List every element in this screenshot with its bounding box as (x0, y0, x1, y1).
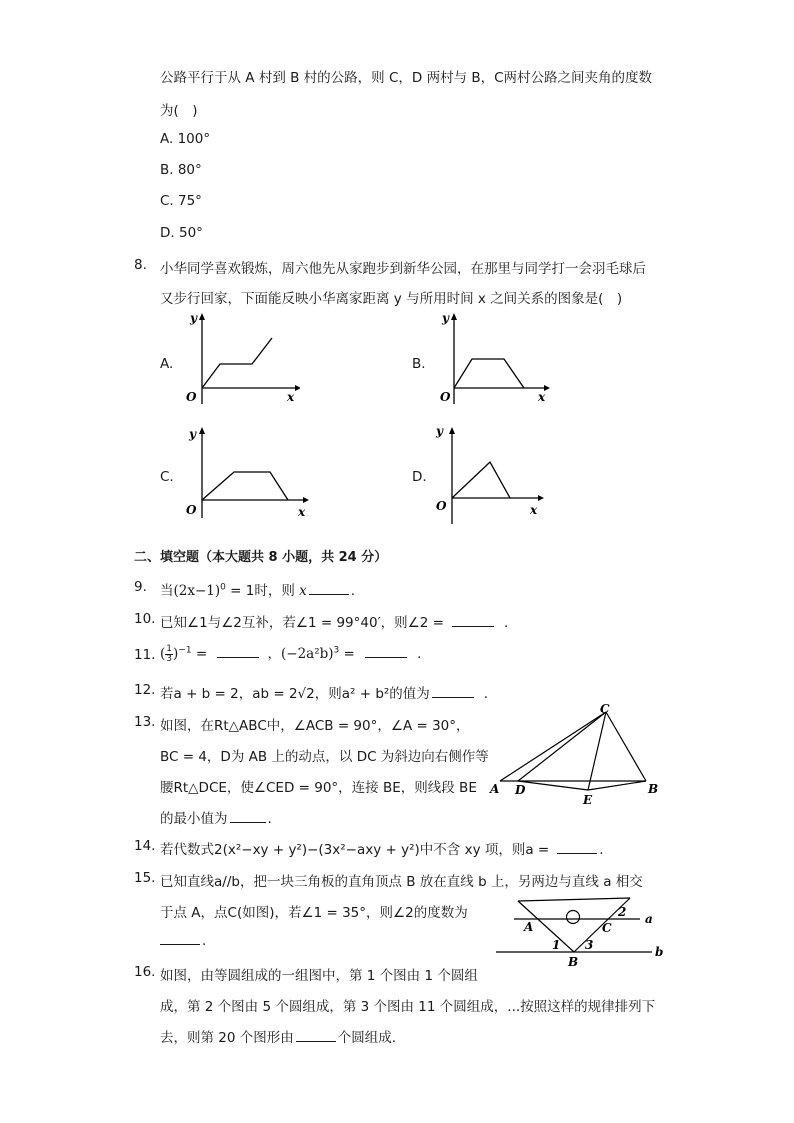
q12-answer-blank[interactable] (432, 685, 474, 698)
q14-post: . (599, 842, 604, 858)
q8-stem-line2: 又步行回家，下面能反映小华离家距离 y 与所用时间 x 之间关系的图象是( ) (160, 291, 623, 307)
q11-number: 11. (134, 647, 156, 663)
q15-line1: 已知直线a//b，把一块三角板的直角顶点 B 放在直线 b 上，另两边与直线 a 相交 (160, 874, 643, 890)
q8-graph-a-y: y (190, 311, 197, 325)
q16-line3-pre: 去，则第 20 个图形由 (160, 1030, 294, 1046)
q11-frac-top: 1 (166, 643, 173, 654)
q13-figure (488, 700, 668, 810)
q8-graph-c-origin: O (186, 503, 197, 517)
q9-answer-blank[interactable] (309, 582, 349, 595)
q9-exp: 0 (220, 582, 226, 593)
q15-label-angle-3: 3 (585, 938, 594, 952)
q11-post: . (417, 646, 422, 662)
q7-option-d: D. 50° (160, 225, 203, 241)
q11-eq2: = (339, 646, 360, 662)
q8-graph-d (432, 422, 552, 528)
q9-mid: = 1时，则 (225, 583, 300, 599)
q15-answer-blank[interactable] (160, 932, 200, 945)
q13-label-e: E (583, 793, 593, 807)
q8-graph-b-x: x (538, 390, 546, 404)
q11-answer-blank-1[interactable] (217, 645, 259, 658)
q11-answer-blank-2[interactable] (365, 645, 407, 658)
q8-graph-c-x: x (298, 505, 306, 519)
q15-line3-wrap (160, 932, 206, 949)
q8-graph-a-x: x (287, 390, 295, 404)
q15-number: 15. (134, 870, 156, 886)
q12-number: 12. (134, 682, 156, 698)
q14-stem: 若代数式2(x²−xy + y²)−(3x²−axy + y²)中不含 xy 项，则a = (160, 842, 550, 858)
q9-var: x (299, 583, 307, 599)
q13-line1: 如图，在Rt△ABC中，∠ACB = 90°，∠A = 30°， (160, 718, 470, 734)
q7-option-b: B. 80° (160, 162, 202, 178)
q15-label-angle-1: 1 (552, 938, 561, 952)
q15-label-point-b: B (568, 955, 579, 969)
q9-number: 9. (134, 579, 147, 595)
q7-option-a: A. 100° (160, 131, 211, 147)
q8-graph-b (432, 308, 552, 408)
q15-label-point-c: C (602, 921, 612, 935)
q13-label-b: B (648, 782, 659, 796)
q14-number: 14. (134, 838, 156, 854)
q8-graph-c (180, 422, 310, 522)
q13-label-d: D (515, 783, 526, 797)
q13-line4: 的最小值为 (160, 811, 228, 827)
q9-post: . (350, 583, 356, 599)
q13-label-c: C (600, 702, 610, 716)
q11-text: ( $\frac{1}{3}$ )$^{-1}$ = ，$(-2a^2b)^3$ = . (160, 643, 422, 664)
q11-exp1: −1 (178, 645, 192, 656)
q13-post: . (267, 811, 272, 827)
q8-graph-d-x: x (530, 503, 538, 517)
q7-option-c: C. 75° (160, 193, 202, 209)
q11-exp2: 3 (333, 645, 340, 656)
q16-line3-wrap (160, 1026, 396, 1046)
section-2-title: 二、填空题（本大题共 8 小题，共 24 分） (134, 550, 388, 565)
q11-eq1: = (191, 646, 212, 662)
q8-graph-b-label: B. (412, 356, 426, 372)
q8-graph-d-y: y (436, 424, 443, 438)
q16-line3-post: 个圆组成. (337, 1030, 397, 1046)
q15-label-point-a: A (524, 920, 534, 934)
q15-line2: 于点 A，点C(如图)，若∠1 = 35°，则∠2的度数为 (160, 905, 468, 921)
q9-pre: 当 (160, 583, 174, 599)
q9-text (160, 579, 355, 599)
q7-stem-line2: 为( ) (160, 103, 198, 119)
q8-graph-b-y: y (442, 311, 449, 325)
q16-line1: 如图，由等圆组成的一组图中，第 1 个图由 1 个圆组 (160, 968, 478, 984)
q16-line2: 成，第 2 个图由 5 个圆组成，第 3 个图由 11 个圆组成，...按照这样的规律排列下 (160, 999, 656, 1015)
q13-line3: 腰Rt△DCE，使∠CED = 90°，连接 BE，则线段 BE (160, 780, 477, 796)
q8-graph-d-origin: O (436, 499, 447, 513)
q13-answer-blank[interactable] (230, 810, 266, 823)
q8-stem-line1: 小华同学喜欢锻炼，周六他先从家跑步到新华公园，在那里与同学打一会羽毛球后 (160, 261, 646, 277)
q10-stem: 已知∠1与∠2互补，若∠1 = 99°40′，则∠2 = (160, 615, 444, 631)
q9-expr: (2x−1) (173, 583, 221, 599)
q12-text (160, 682, 488, 702)
q16-number: 16. (134, 964, 156, 980)
q11-expr2: ，(−2a²b) (267, 646, 334, 662)
q15-label-angle-2: 2 (618, 905, 627, 919)
q14-text (160, 838, 604, 858)
q8-graph-a-origin: O (186, 390, 197, 404)
q13-number: 13. (134, 714, 156, 730)
q12-post: . (483, 686, 489, 702)
q14-answer-blank[interactable] (557, 841, 597, 854)
q8-graph-c-y: y (189, 427, 196, 441)
q13-line4-wrap (160, 807, 272, 827)
q8-graph-a (180, 308, 300, 408)
q11-frac-bot: 3 (166, 653, 173, 664)
q8-graph-b-origin: O (440, 390, 451, 404)
q10-post: . (503, 615, 509, 631)
q12-stem: 若a + b = 2，ab = 2√2，则a² + b²的值为 (160, 686, 430, 702)
q8-graph-a-label: A. (160, 356, 174, 372)
q8-graph-d-label: D. (412, 469, 427, 485)
q15-figure (490, 888, 670, 970)
q8-number: 8. (134, 257, 147, 273)
q13-label-a: A (490, 782, 500, 796)
q10-number: 10. (134, 611, 156, 627)
q15-label-b: b (655, 945, 664, 959)
q15-label-a: a (645, 912, 653, 926)
q10-text (160, 611, 508, 631)
q15-post: . (202, 933, 207, 949)
q10-answer-blank[interactable] (452, 614, 494, 627)
q16-answer-blank[interactable] (296, 1029, 336, 1042)
q8-graph-c-label: C. (160, 469, 174, 485)
q7-stem-line1: 公路平行于从 A 村到 B 村的公路，则 C，D 两村与 B，C两村公路之间夹角的度数 (160, 70, 653, 86)
q13-line2: BC = 4，D为 AB 上的动点，以 DC 为斜边向右侧作等 (160, 749, 489, 765)
q11-fraction (165, 645, 173, 664)
